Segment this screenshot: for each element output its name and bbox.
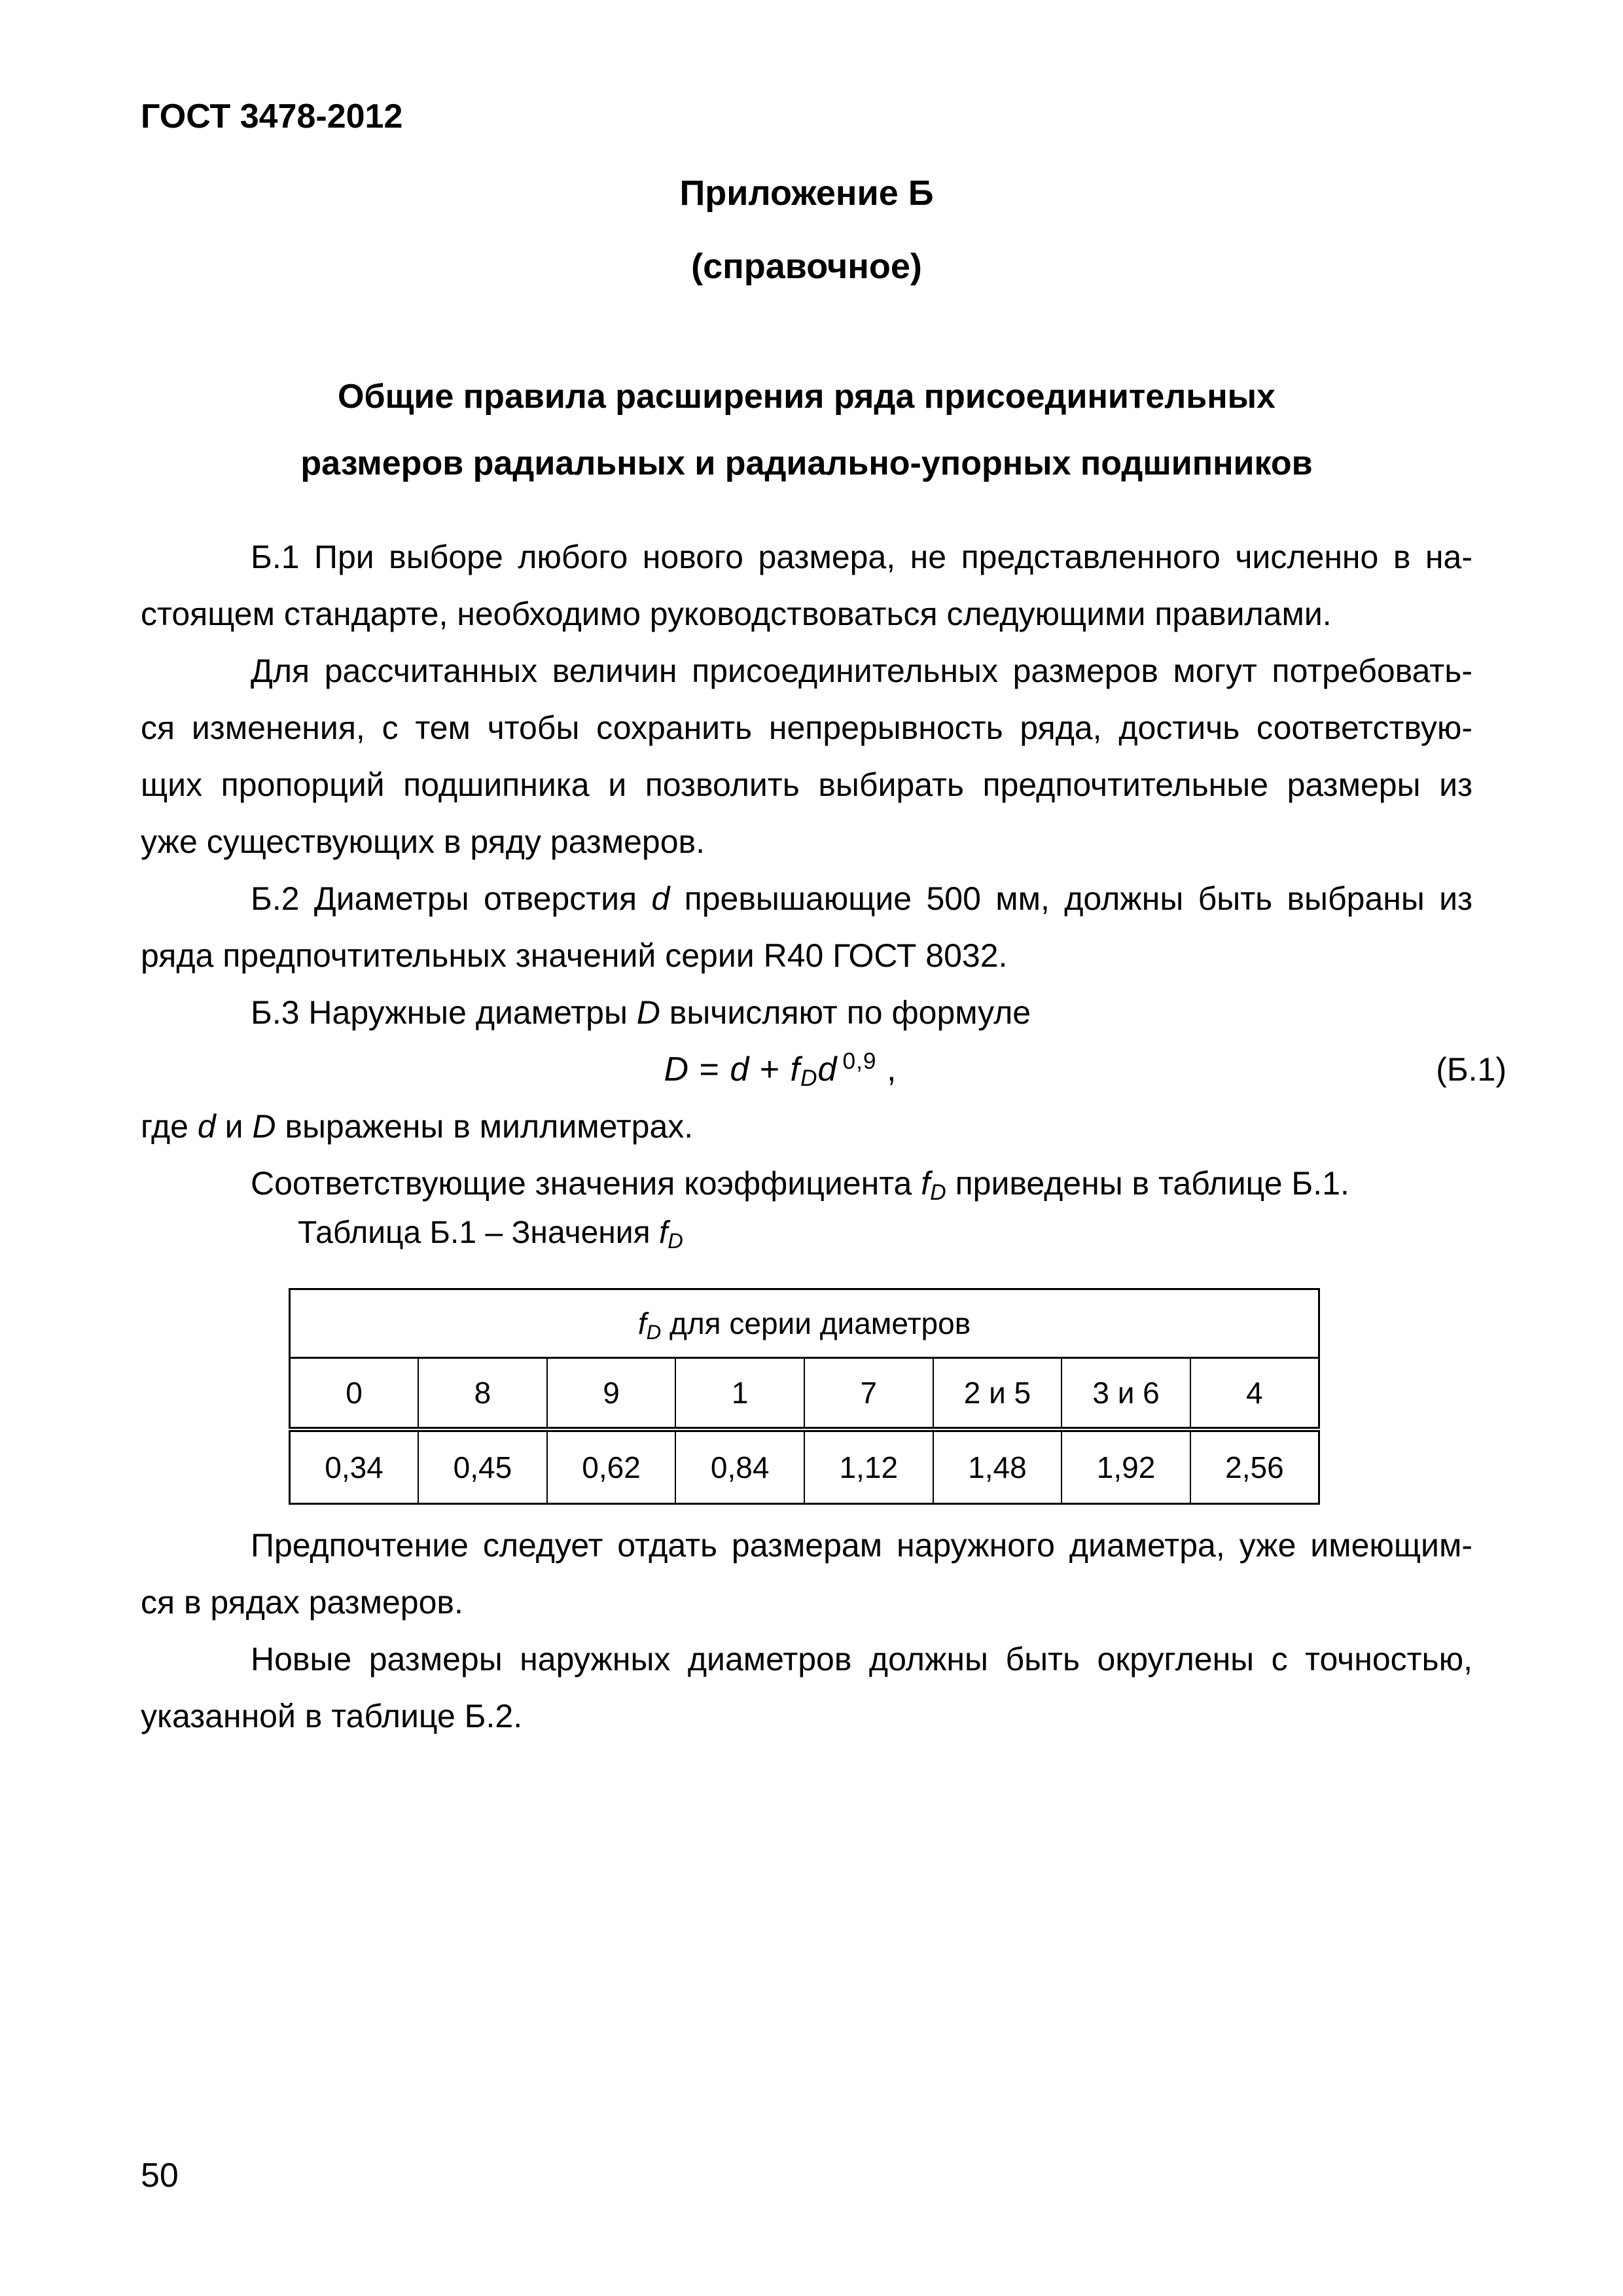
page-number: 50 xyxy=(141,2157,179,2195)
table-header-cell xyxy=(290,1289,1319,1358)
text-segment: d xyxy=(651,880,670,917)
text-line xyxy=(141,927,1472,984)
text-line xyxy=(141,529,1472,586)
text-line xyxy=(141,1688,1472,1745)
text-line xyxy=(141,757,1472,814)
text-segment: указанной в таблице Б.2. xyxy=(141,1698,523,1734)
text-segment: D xyxy=(664,1050,690,1088)
text-segment: уже существующих в ряду размеров. xyxy=(141,823,705,860)
text-segment: Б.1 При выборе любого нового размера, не представленного численно в на- xyxy=(251,539,1472,575)
table-cell: 1,48 xyxy=(933,1429,1062,1504)
text-segment: D xyxy=(636,994,660,1031)
text-segment: Соответствующие значения коэффициента xyxy=(251,1165,921,1202)
table-cell: 0,45 xyxy=(418,1429,547,1504)
text-segment: превышающие 500 мм, должны быть выбраны из xyxy=(669,880,1473,917)
subscript-text: D xyxy=(668,1228,683,1253)
standard-number: ГОСТ 3478-2012 xyxy=(141,98,403,135)
table-cell: 0,34 xyxy=(325,1450,383,1484)
text-line xyxy=(141,984,1472,1041)
text-segment: f xyxy=(921,1165,931,1202)
appendix-label: Приложение Б xyxy=(679,173,934,213)
subscript-text: D xyxy=(646,1320,662,1344)
superscript-text: 0,9 xyxy=(842,1049,877,1075)
table-cell: 2,56 xyxy=(1190,1429,1319,1504)
text-segment: стоящем стандарте, необходимо руководствоваться следующими правилами. xyxy=(141,596,1332,632)
table-cell: 9 xyxy=(547,1358,676,1430)
text-segment: f xyxy=(637,1306,647,1340)
text-segment: Новые размеры наружных диаметров должны быть округлены с точностью, xyxy=(251,1641,1472,1677)
text-line xyxy=(141,814,1472,870)
equation-number: (Б.1) xyxy=(1436,1051,1507,1088)
body-text-after-table xyxy=(141,1517,1472,1745)
table-cell: 0 xyxy=(290,1358,419,1430)
formula-line xyxy=(141,1041,1507,1098)
text-line xyxy=(141,586,1472,643)
table-caption xyxy=(298,1212,683,1254)
text-segment: + xyxy=(749,1050,791,1088)
text-segment: где xyxy=(141,1108,198,1145)
text-segment: щих пропорций подшипника и позволить выбирать предпочтительные размеры из xyxy=(141,766,1472,803)
appendix-title-line-1: Общие правила расширения ряда присоединительных xyxy=(338,378,1275,416)
text-segment: ся изменения, с тем чтобы сохранить непрерывность ряда, достичь соответствую- xyxy=(141,709,1472,746)
text-line xyxy=(141,1098,1472,1155)
text-segment: , xyxy=(876,1050,897,1088)
table-cell: 3 и 6 xyxy=(1061,1358,1190,1430)
text-segment: для серии диаметров xyxy=(661,1306,971,1340)
text-segment: Б.3 Наружные диаметры xyxy=(251,994,637,1031)
text-segment: d xyxy=(730,1050,750,1088)
text-segment: f xyxy=(658,1215,668,1250)
appendix-kind: (справочное) xyxy=(691,247,922,286)
table-cell: 1 xyxy=(675,1358,804,1430)
text-segment: Для рассчитанных величин присоединительных размеров могут потребовать- xyxy=(251,653,1472,689)
text-line xyxy=(141,700,1472,757)
text-segment: приведены в таблице Б.1. xyxy=(946,1165,1349,1202)
subscript-text: D xyxy=(800,1066,818,1092)
text-segment: вычисляют по формуле xyxy=(660,994,1031,1031)
text-segment: D xyxy=(252,1108,276,1145)
appendix-title-line-2: размеров радиальных и радиально-упорных подшипников xyxy=(300,444,1313,482)
fd-table xyxy=(289,1288,1320,1505)
text-segment: = xyxy=(689,1050,730,1088)
text-segment: Б.2 Диаметры отверстия xyxy=(251,880,652,917)
table-values-row xyxy=(290,1429,1319,1504)
table-cell: 0,62 xyxy=(547,1429,676,1504)
table-cell: 0,84 xyxy=(675,1429,804,1504)
table-series-row xyxy=(290,1358,1319,1430)
subscript-text: D xyxy=(930,1180,946,1206)
text-segment: d xyxy=(197,1108,216,1145)
table-cell: 1,92 xyxy=(1061,1429,1190,1504)
text-line xyxy=(141,1574,1472,1631)
table-header-row xyxy=(290,1289,1319,1358)
table-cell: 2 и 5 xyxy=(933,1358,1062,1430)
table-cell: 4 xyxy=(1190,1358,1319,1430)
text-segment: ся в рядах размеров. xyxy=(141,1584,463,1621)
table-cell: 7 xyxy=(804,1358,933,1430)
body-text xyxy=(141,529,1507,1212)
text-segment: выражены в миллиметрах. xyxy=(276,1108,694,1145)
table-cell: 1,12 xyxy=(804,1429,933,1504)
text-segment: Таблица Б.1 – Значения xyxy=(298,1215,659,1250)
formula xyxy=(664,1041,897,1098)
text-segment: Предпочтение следует отдать размерам наружного диаметра, уже имеющим- xyxy=(251,1527,1472,1564)
text-line xyxy=(141,1631,1472,1688)
text-segment: f xyxy=(790,1050,800,1088)
text-segment: ряда предпочтительных значений серии R40 ГОСТ 8032. xyxy=(141,937,1008,974)
text-line xyxy=(141,1517,1472,1574)
text-line xyxy=(141,870,1472,927)
text-segment: и xyxy=(215,1108,253,1145)
table-cell: 8 xyxy=(418,1358,547,1430)
text-line xyxy=(141,643,1472,700)
text-line xyxy=(141,1155,1472,1212)
text-segment: d xyxy=(817,1050,838,1088)
